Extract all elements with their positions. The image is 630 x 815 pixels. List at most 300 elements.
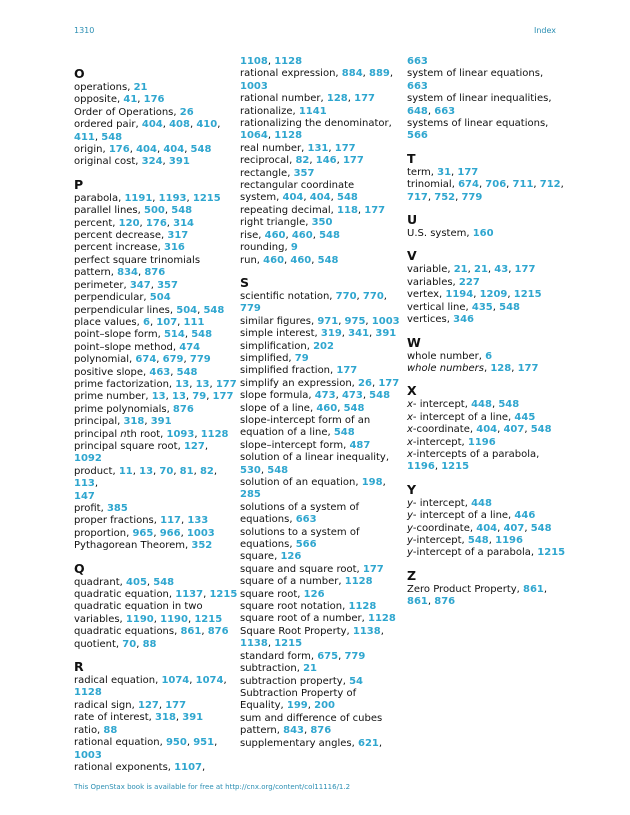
page-link[interactable]: 43 [494, 264, 509, 276]
page-link[interactable]: 1128 [74, 687, 102, 699]
page-link[interactable]: 566 [407, 130, 428, 142]
index-entry [74, 491, 239, 503]
page-link[interactable]: 548 [498, 399, 520, 411]
page-link[interactable]: 177 [514, 264, 536, 276]
page-link[interactable]: 548 [530, 522, 552, 534]
page-link[interactable]: 177 [212, 391, 234, 403]
page-link[interactable]: 176 [108, 144, 130, 156]
entry-term: quotient, [74, 638, 123, 650]
page-link[interactable]: 21 [473, 264, 488, 276]
page-link[interactable]: 548 [191, 329, 213, 341]
page-link[interactable]: 548 [336, 192, 358, 204]
page-link[interactable]: 79 [294, 352, 309, 364]
page-link[interactable]: 88 [103, 724, 118, 736]
entry-term: , [524, 424, 531, 436]
entry-term: , [153, 613, 161, 625]
page-link[interactable]: 1215 [537, 547, 566, 559]
index-entry [240, 427, 400, 439]
page-link[interactable]: 198 [361, 477, 383, 488]
page-link[interactable]: 1128 [344, 576, 373, 588]
page-link[interactable]: 1138 [352, 625, 381, 637]
page-link[interactable]: 861 [523, 583, 544, 595]
page-link[interactable]: 566 [295, 539, 317, 551]
page-link[interactable]: 834 [117, 267, 138, 279]
index-entry [74, 540, 239, 552]
page-link[interactable]: 147 [74, 490, 95, 502]
page-link[interactable]: 445 [514, 411, 536, 423]
page-link[interactable]: 504 [149, 292, 171, 304]
page-link[interactable]: 176 [145, 217, 167, 229]
entry-term: system, [240, 192, 283, 204]
page-link[interactable]: 460 [316, 402, 338, 414]
page-link[interactable]: 663 [407, 56, 428, 67]
index-entry [74, 589, 239, 601]
page-link[interactable]: 1190 [160, 613, 188, 625]
entry-term: rational exponents, [74, 761, 175, 773]
entry-term: , [330, 192, 337, 204]
page-link[interactable]: 127 [137, 699, 159, 711]
page-link[interactable]: 779 [461, 191, 483, 203]
entry-term: th root, [126, 428, 167, 440]
page-link[interactable]: 861 [180, 626, 202, 638]
page-link[interactable]: 177 [334, 142, 356, 154]
entry-term: square of a number, [240, 576, 345, 588]
index-entry [74, 700, 239, 712]
entry-term: -intercepts of a parabola, [412, 448, 540, 460]
page-link[interactable]: 6 [142, 316, 150, 328]
entry-term: , [434, 461, 442, 473]
page-link[interactable]: 117 [160, 515, 182, 527]
page-number: 1310 [74, 26, 95, 35]
page-link[interactable]: 177 [378, 377, 400, 389]
page-link[interactable]: 1209 [479, 289, 508, 301]
page-link[interactable]: 404 [141, 119, 163, 131]
page-link[interactable]: 711 [512, 179, 534, 191]
page-link[interactable]: 341 [348, 328, 370, 340]
page-link[interactable]: 133 [187, 515, 209, 527]
page-link[interactable]: 1215 [441, 461, 470, 473]
page-link[interactable]: 318 [123, 416, 145, 428]
entry-term: U.S. system, [407, 228, 473, 240]
page-link[interactable]: 1196 [495, 534, 523, 546]
page-link[interactable]: 448 [471, 497, 492, 509]
entry-term: , [311, 254, 318, 266]
page-link[interactable]: 975 [344, 315, 366, 327]
page-link[interactable]: 779 [189, 354, 211, 366]
index-entry [407, 167, 567, 179]
page-link[interactable]: 1215 [209, 589, 238, 601]
index-entry [74, 391, 239, 403]
index-entry [407, 412, 567, 424]
page-link[interactable]: 13 [139, 465, 154, 477]
entry-term: , [186, 737, 194, 749]
page-link[interactable]: 21 [453, 264, 468, 276]
entry-term: , [285, 229, 292, 241]
entry-term: -intercept, [412, 436, 468, 448]
entry-term: , [284, 254, 291, 266]
page-link[interactable]: 177 [354, 93, 375, 105]
page-link[interactable]: 448 [471, 399, 492, 411]
page-link[interactable]: 861 [407, 596, 428, 608]
index-section [74, 660, 239, 774]
page-link[interactable]: 876 [310, 725, 332, 737]
page-link[interactable]: 404 [163, 144, 185, 156]
page-link[interactable]: 504 [176, 304, 198, 316]
page-link[interactable]: 70 [122, 638, 137, 650]
index-entry [74, 503, 239, 515]
page-link[interactable]: 176 [143, 94, 165, 106]
entry-term: , [94, 131, 102, 143]
page-link[interactable]: 346 [453, 314, 474, 326]
page-link[interactable]: 460 [263, 254, 285, 266]
page-link[interactable]: 876 [207, 626, 229, 638]
entry-term: , [309, 155, 316, 167]
page-link[interactable]: 407 [503, 522, 525, 534]
index-entry [240, 564, 400, 576]
index-entry [240, 255, 400, 267]
page-link[interactable]: 1074 [161, 675, 190, 687]
page-link[interactable]: 9 [290, 242, 298, 254]
entry-term: , [380, 625, 384, 637]
page-link[interactable]: 128 [490, 362, 512, 374]
page-link[interactable]: 435 [471, 301, 493, 313]
entry-term: y [407, 547, 413, 559]
page-link[interactable]: 675 [317, 650, 339, 662]
page-link[interactable]: 88 [142, 638, 157, 650]
page-link[interactable]: 779 [344, 650, 366, 662]
entry-term: , [181, 515, 188, 527]
page-link[interactable]: 1092 [74, 453, 102, 465]
page-link[interactable]: 199 [286, 700, 308, 712]
page-link[interactable]: 177 [517, 362, 539, 374]
page-link[interactable]: 70 [159, 465, 174, 477]
page-link[interactable]: 1191 [124, 192, 153, 204]
page-link[interactable]: 674 [135, 354, 157, 366]
page-link[interactable]: 352 [191, 540, 213, 552]
index-entry [74, 354, 239, 366]
page-link[interactable]: 410 [196, 119, 218, 131]
index-entry [407, 93, 567, 105]
page-link[interactable]: 146 [315, 155, 337, 167]
page-link[interactable]: 463 [149, 366, 171, 378]
page-link[interactable]: 663 [295, 514, 317, 526]
page-link[interactable]: 674 [458, 179, 479, 191]
page-link[interactable]: 177 [336, 365, 358, 377]
page-link[interactable]: 177 [457, 166, 479, 178]
page-link[interactable]: 1003 [74, 749, 102, 761]
page-link[interactable]: 1141 [298, 105, 327, 117]
page-link[interactable]: 13 [175, 378, 190, 390]
entry-term: rationalizing the denominator, [240, 118, 392, 130]
page-link[interactable]: 548 [499, 301, 520, 313]
page-link[interactable]: 663 [434, 105, 456, 117]
page-link[interactable]: 79 [192, 391, 207, 403]
page-link[interactable]: 411 [74, 131, 95, 143]
page-link[interactable]: 391 [375, 328, 397, 340]
page-link[interactable]: 876 [144, 267, 166, 279]
page-link[interactable]: 319 [320, 328, 342, 340]
page-link[interactable]: 13 [171, 391, 186, 403]
page-link[interactable]: 128 [326, 93, 348, 105]
page-link[interactable]: 21 [133, 82, 148, 93]
index-entry [407, 264, 567, 276]
page-link[interactable]: 54 [349, 675, 363, 687]
page-link[interactable]: 1128 [367, 613, 396, 625]
page-link[interactable]: 843 [283, 725, 304, 737]
entry-term: variables, [407, 276, 459, 288]
page-link[interactable]: 113 [74, 478, 95, 490]
entry-term: , [173, 465, 180, 477]
page-link[interactable]: 1137 [175, 589, 204, 601]
page-link[interactable]: 548 [319, 229, 340, 241]
page-link[interactable]: 779 [240, 303, 261, 315]
page-link[interactable]: 717 [407, 191, 428, 203]
entry-term: prime factorization, [74, 378, 176, 390]
entry-term: , [337, 402, 344, 414]
page-link[interactable]: 1196 [407, 461, 435, 473]
page-link[interactable]: 621 [357, 737, 379, 749]
index-entry [74, 107, 239, 119]
page-link[interactable]: 876 [434, 596, 456, 608]
entry-term: , [473, 289, 480, 301]
page-link[interactable]: 548 [467, 534, 489, 546]
page-link[interactable]: 548 [203, 304, 225, 316]
index-entry [74, 292, 239, 304]
page-link[interactable]: 1003 [240, 80, 268, 92]
page-link[interactable]: 11 [118, 465, 133, 477]
page-link[interactable]: 1128 [348, 601, 377, 613]
index-section [407, 56, 567, 143]
page-link[interactable]: 391 [182, 712, 204, 724]
page-link[interactable]: 21 [303, 663, 317, 675]
page-link[interactable]: 548 [530, 424, 552, 436]
page-link[interactable]: 770 [362, 290, 384, 302]
entry-term: solutions to a system of [240, 526, 360, 538]
entry-term: y [407, 534, 413, 546]
index-entry [407, 68, 567, 80]
entry-term: , [175, 712, 183, 724]
page-link[interactable]: 1128 [274, 130, 303, 142]
page-link[interactable]: 26 [358, 377, 372, 389]
entry-term: rational number, [240, 93, 327, 105]
page-link[interactable]: 200 [314, 700, 335, 712]
entry-term: y [407, 497, 413, 509]
page-link[interactable]: 1138 [240, 638, 268, 650]
page-link[interactable]: 1003 [186, 527, 215, 539]
index-entry [407, 399, 567, 411]
page-link[interactable]: 473 [341, 390, 363, 402]
page-link[interactable]: 1215 [513, 289, 542, 301]
page-link[interactable]: 548 [343, 402, 365, 414]
index-entry [74, 429, 239, 441]
page-link[interactable]: 548 [176, 366, 198, 378]
page-link[interactable]: 1215 [274, 638, 303, 650]
entry-term: equations, [240, 539, 296, 551]
page-link[interactable]: 82 [199, 465, 214, 477]
page-link[interactable]: 548 [369, 390, 391, 402]
page-link[interactable]: 1093 [166, 428, 195, 440]
page-link[interactable]: 177 [364, 204, 386, 216]
page-link[interactable]: 317 [167, 230, 189, 242]
page-link[interactable]: 876 [172, 403, 194, 415]
entry-term: square root of a number, [240, 613, 368, 625]
page-link[interactable]: 1193 [158, 192, 187, 204]
page-link[interactable]: 460 [264, 229, 286, 241]
page-link[interactable]: 1215 [194, 613, 223, 625]
index-entry [240, 118, 400, 130]
page-link[interactable]: 404 [282, 192, 304, 204]
page-link[interactable]: 404 [476, 424, 498, 436]
page-link[interactable]: 965 [132, 527, 154, 539]
page-link[interactable]: 460 [291, 229, 313, 241]
page-link[interactable]: 500 [144, 205, 165, 217]
page-link[interactable]: 1074 [195, 675, 224, 687]
page-link[interactable]: 31 [437, 166, 452, 178]
page-link[interactable]: 6 [485, 350, 493, 362]
page-link[interactable]: 1194 [445, 289, 474, 301]
page-link[interactable]: 460 [290, 254, 312, 266]
page-link[interactable]: 1215 [192, 192, 221, 204]
page-link[interactable]: 1128 [200, 428, 229, 440]
page-link[interactable]: 13 [195, 378, 210, 390]
page-link[interactable]: 446 [514, 510, 536, 522]
page-link[interactable]: 405 [126, 576, 147, 588]
page-link[interactable]: 1064 [240, 130, 268, 142]
page-link[interactable]: 131 [307, 142, 329, 154]
page-link[interactable]: 347 [129, 279, 151, 291]
page-link[interactable]: 177 [342, 155, 364, 167]
index-entry [240, 551, 400, 563]
page-link[interactable]: 1196 [467, 436, 496, 448]
page-link[interactable]: 950 [165, 737, 187, 749]
page-link[interactable]: 408 [169, 119, 190, 131]
page-link[interactable]: 126 [280, 551, 302, 563]
page-link[interactable]: 118 [337, 204, 358, 216]
page-link[interactable]: 385 [106, 503, 128, 514]
page-link[interactable]: 350 [311, 217, 333, 229]
page-link[interactable]: 357 [157, 279, 178, 291]
page-link[interactable]: 177 [362, 563, 384, 575]
entry-term: y [407, 510, 413, 522]
page-link[interactable]: 404 [309, 192, 331, 204]
entry-term: , [184, 329, 192, 341]
page-link[interactable]: 770 [335, 290, 357, 302]
index-entry [407, 81, 567, 93]
entry-term: , [170, 366, 177, 378]
page-link[interactable]: 474 [179, 341, 201, 353]
entry-term: - intercept of a line, [412, 411, 515, 423]
index-entry [240, 230, 400, 242]
page-link[interactable]: 81 [179, 465, 194, 477]
page-link[interactable]: 127 [183, 440, 205, 452]
entry-term: quadratic equation, [74, 589, 176, 601]
page-link[interactable]: 107 [156, 316, 178, 328]
page-link[interactable]: 487 [349, 439, 371, 451]
page-link[interactable]: 971 [317, 315, 339, 327]
page-link[interactable]: 648 [407, 105, 428, 117]
page-link[interactable]: 951 [193, 737, 215, 749]
index-entry [240, 465, 400, 477]
index-entry [74, 280, 239, 292]
page-link[interactable]: 473 [314, 390, 336, 402]
page-link[interactable]: 41 [123, 94, 138, 106]
page-link[interactable]: 357 [293, 167, 315, 179]
page-link[interactable]: 160 [472, 228, 494, 240]
index-entry [240, 353, 400, 365]
entry-term: x [407, 411, 413, 423]
entry-term: equation of a line, [240, 427, 334, 439]
page-link[interactable]: 26 [179, 106, 194, 118]
page-link[interactable]: 966 [159, 527, 181, 539]
page-link[interactable]: 285 [240, 489, 261, 501]
page-link[interactable]: 202 [313, 340, 334, 352]
page-link[interactable]: 177 [215, 378, 237, 390]
entry-term: run, [240, 254, 264, 266]
page-link[interactable]: 391 [150, 416, 172, 428]
entry-term: equations, [240, 514, 296, 526]
page-link[interactable]: 1128 [274, 56, 303, 67]
page-link[interactable]: 679 [162, 354, 184, 366]
page-link[interactable]: 548 [171, 205, 193, 217]
page-link[interactable]: 407 [503, 424, 525, 436]
page-link[interactable]: 391 [168, 156, 190, 168]
page-link[interactable]: 548 [317, 254, 339, 266]
page-link[interactable]: 712 [539, 179, 561, 191]
page-link[interactable]: 548 [333, 427, 355, 439]
entry-term: radical sign, [74, 699, 138, 711]
entry-term: , [267, 130, 275, 142]
page-link[interactable]: 316 [164, 242, 185, 254]
page-link[interactable]: 663 [407, 80, 428, 92]
page-link[interactable]: 1108 [240, 56, 268, 67]
page-link[interactable]: 1107 [174, 761, 202, 773]
page-link[interactable]: 126 [303, 588, 325, 600]
entry-term: , [158, 699, 166, 711]
page-link[interactable]: 324 [141, 156, 163, 168]
entry-term: square root notation, [240, 601, 349, 613]
page-link[interactable]: 514 [163, 329, 185, 341]
page-link[interactable]: 314 [173, 217, 195, 229]
page-link[interactable]: 227 [458, 276, 480, 288]
page-link[interactable]: 889 [369, 68, 390, 80]
page-link[interactable]: 548 [190, 144, 212, 156]
page-link[interactable]: 548 [153, 576, 175, 588]
page-link[interactable]: 548 [267, 464, 289, 476]
index-entry [240, 130, 400, 142]
entry-term: solution of an equation, [240, 477, 362, 488]
page-link[interactable]: 548 [101, 131, 123, 143]
entry-term: square, [240, 551, 281, 563]
page-link[interactable]: 177 [165, 699, 187, 711]
page-link[interactable]: 884 [341, 68, 363, 80]
page-link[interactable]: 318 [155, 712, 176, 724]
page-link[interactable]: 404 [476, 522, 498, 534]
page-link[interactable]: 1190 [125, 613, 154, 625]
index-entry [407, 510, 567, 522]
index-entry [74, 750, 239, 762]
index-entry [407, 351, 567, 363]
page-link[interactable]: 1003 [371, 315, 400, 327]
page-link[interactable]: 530 [240, 464, 261, 476]
page-link[interactable]: 13 [151, 391, 166, 403]
page-link[interactable]: 706 [485, 179, 507, 191]
page-link[interactable]: 404 [136, 144, 157, 156]
page-link[interactable]: 120 [118, 217, 140, 229]
page-link[interactable]: 111 [183, 316, 205, 328]
page-link[interactable]: 752 [434, 191, 456, 203]
entry-term: , [260, 464, 268, 476]
page-link[interactable]: 82 [295, 155, 310, 167]
